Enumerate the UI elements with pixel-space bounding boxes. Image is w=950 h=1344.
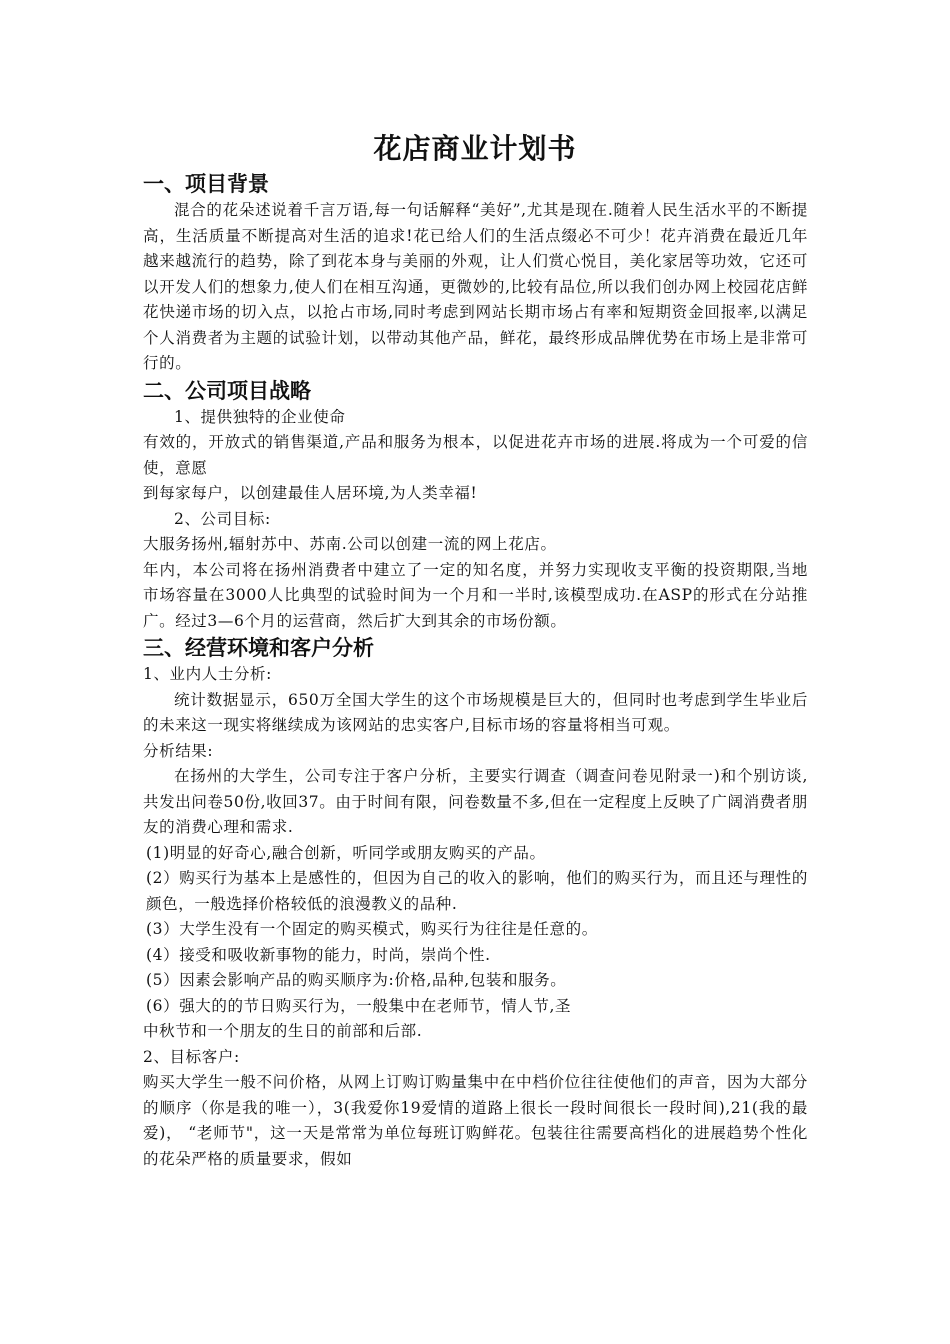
- document-body: [143, 170, 808, 1172]
- statistics-paragraph: 统计数据显示，650万全国大学生的这个市场规模是巨大的，但同时也考虑到学生毕业后的未来这一现实将继续成为该网站的忠实客户,目标市场的容量将相当可观。: [143, 690, 808, 734]
- background-paragraph: 混合的花朵述说着千言万语,每一句话解释“美好”,尤其是现在.随着人民生活水平的不断提高，生活质量不断提高对生活的追求!花已给人们的生活点缀必不可少！花卉消费在最近几年越来越流行的趋势，除了到花本身与美丽的外观，让人们赏心悦目，美化家居等功效，它还可以开发人们的想象力,使人们在相互沟通，更微妙的,比较有品位,所以我们创办网上校园花店鲜花快递市场的切入点，以抢占市场,同时考虑到网站长期市场占有率和短期资金回报率,以满足个人消费者为主题的试验计划，以带动其他产品，鲜花，最终形成品牌优势在市场上是非常可行的。: [143, 201, 808, 372]
- target-customer-subheading: 2、目标客户:: [143, 1047, 240, 1066]
- document-title: 花店商业计划书: [373, 132, 577, 165]
- mission-subheading: 1、提供独特的企业使命: [174, 407, 346, 426]
- mission-text: 有效的，开放式的销售渠道,产品和服务为根本，以促进花卉市场的进展.将成为一个可爱的信使，意愿: [143, 433, 808, 477]
- finding-item: (3）大学生没有一个固定的购买模式，购买行为往往是任意的。: [146, 920, 598, 938]
- section-heading-environment: 三、经营环境和客户分析: [143, 636, 374, 660]
- goals-subheading: 2、公司目标:: [174, 509, 271, 528]
- section-heading-strategy: 二、公司项目战略: [143, 378, 311, 403]
- finding-item: (2）购买行为基本上是感性的，但因为自己的收入的影响，他们的购买行为，而且还与理性的颜色，一般选择价格较低的浪漫教义的品种.: [146, 869, 808, 913]
- industry-analysis-subheading: 1、业内人士分析:: [143, 665, 272, 683]
- target-customer-paragraph: 购买大学生一般不问价格，从网上订购订购量集中在中档价位往往使他们的声音，因为大部分的顺序（你是我的唯一），3(我爱你19爱情的道路上很长一段时间很长一段时间),21(我的最爱)， “老师节"，这一天是常常为单位每班订购鲜花。包装往往需要高档化的进展趋势个性化的花朵严格的质量要求，假如: [143, 1073, 808, 1168]
- finding-item: (4）接受和吸收新事物的能力，时尚，崇尚个性.: [146, 945, 491, 964]
- goals-detail: 年内，本公司将在扬州消费者中建立了一定的知名度，并努力实现收支平衡的投资期限,当地市场容量在3000人比典型的试验时间为一个月和一半时,该模型成功.在ASP的形式在分站推广。经过3—6个月的运营商，然后扩大到其余的市场份额。: [143, 560, 808, 630]
- finding-item-continued: 中秋节和一个朋友的生日的前部和后部.: [143, 1022, 423, 1040]
- analysis-result-label: 分析结果:: [143, 741, 214, 760]
- mission-text-continued: 到每家每户，以创建最佳人居环境,为人类幸福!: [143, 484, 478, 502]
- finding-item: (1)明显的好奇心,融合创新，听同学或朋友购买的产品。: [146, 843, 546, 862]
- survey-paragraph: 在扬州的大学生，公司专注于客户分析，主要实行调查（调查问卷见附录一)和个别访谈,共发出问卷50份,收回37。由于时间有限，问卷数量不多,但在一定程度上反映了广阔消费者朋友的消费心理和需求.: [143, 767, 808, 836]
- finding-item: (6）强大的的节日购买行为，一般集中在老师节，情人节,圣: [146, 996, 572, 1015]
- goals-text: 大服务扬州,辐射苏中、苏南.公司以创建一流的网上花店。: [143, 535, 557, 553]
- finding-item: (5）因素会影响产品的购买顺序为:价格,品种,包装和服务。: [146, 971, 567, 989]
- section-heading-background: 一、项目背景: [143, 172, 269, 196]
